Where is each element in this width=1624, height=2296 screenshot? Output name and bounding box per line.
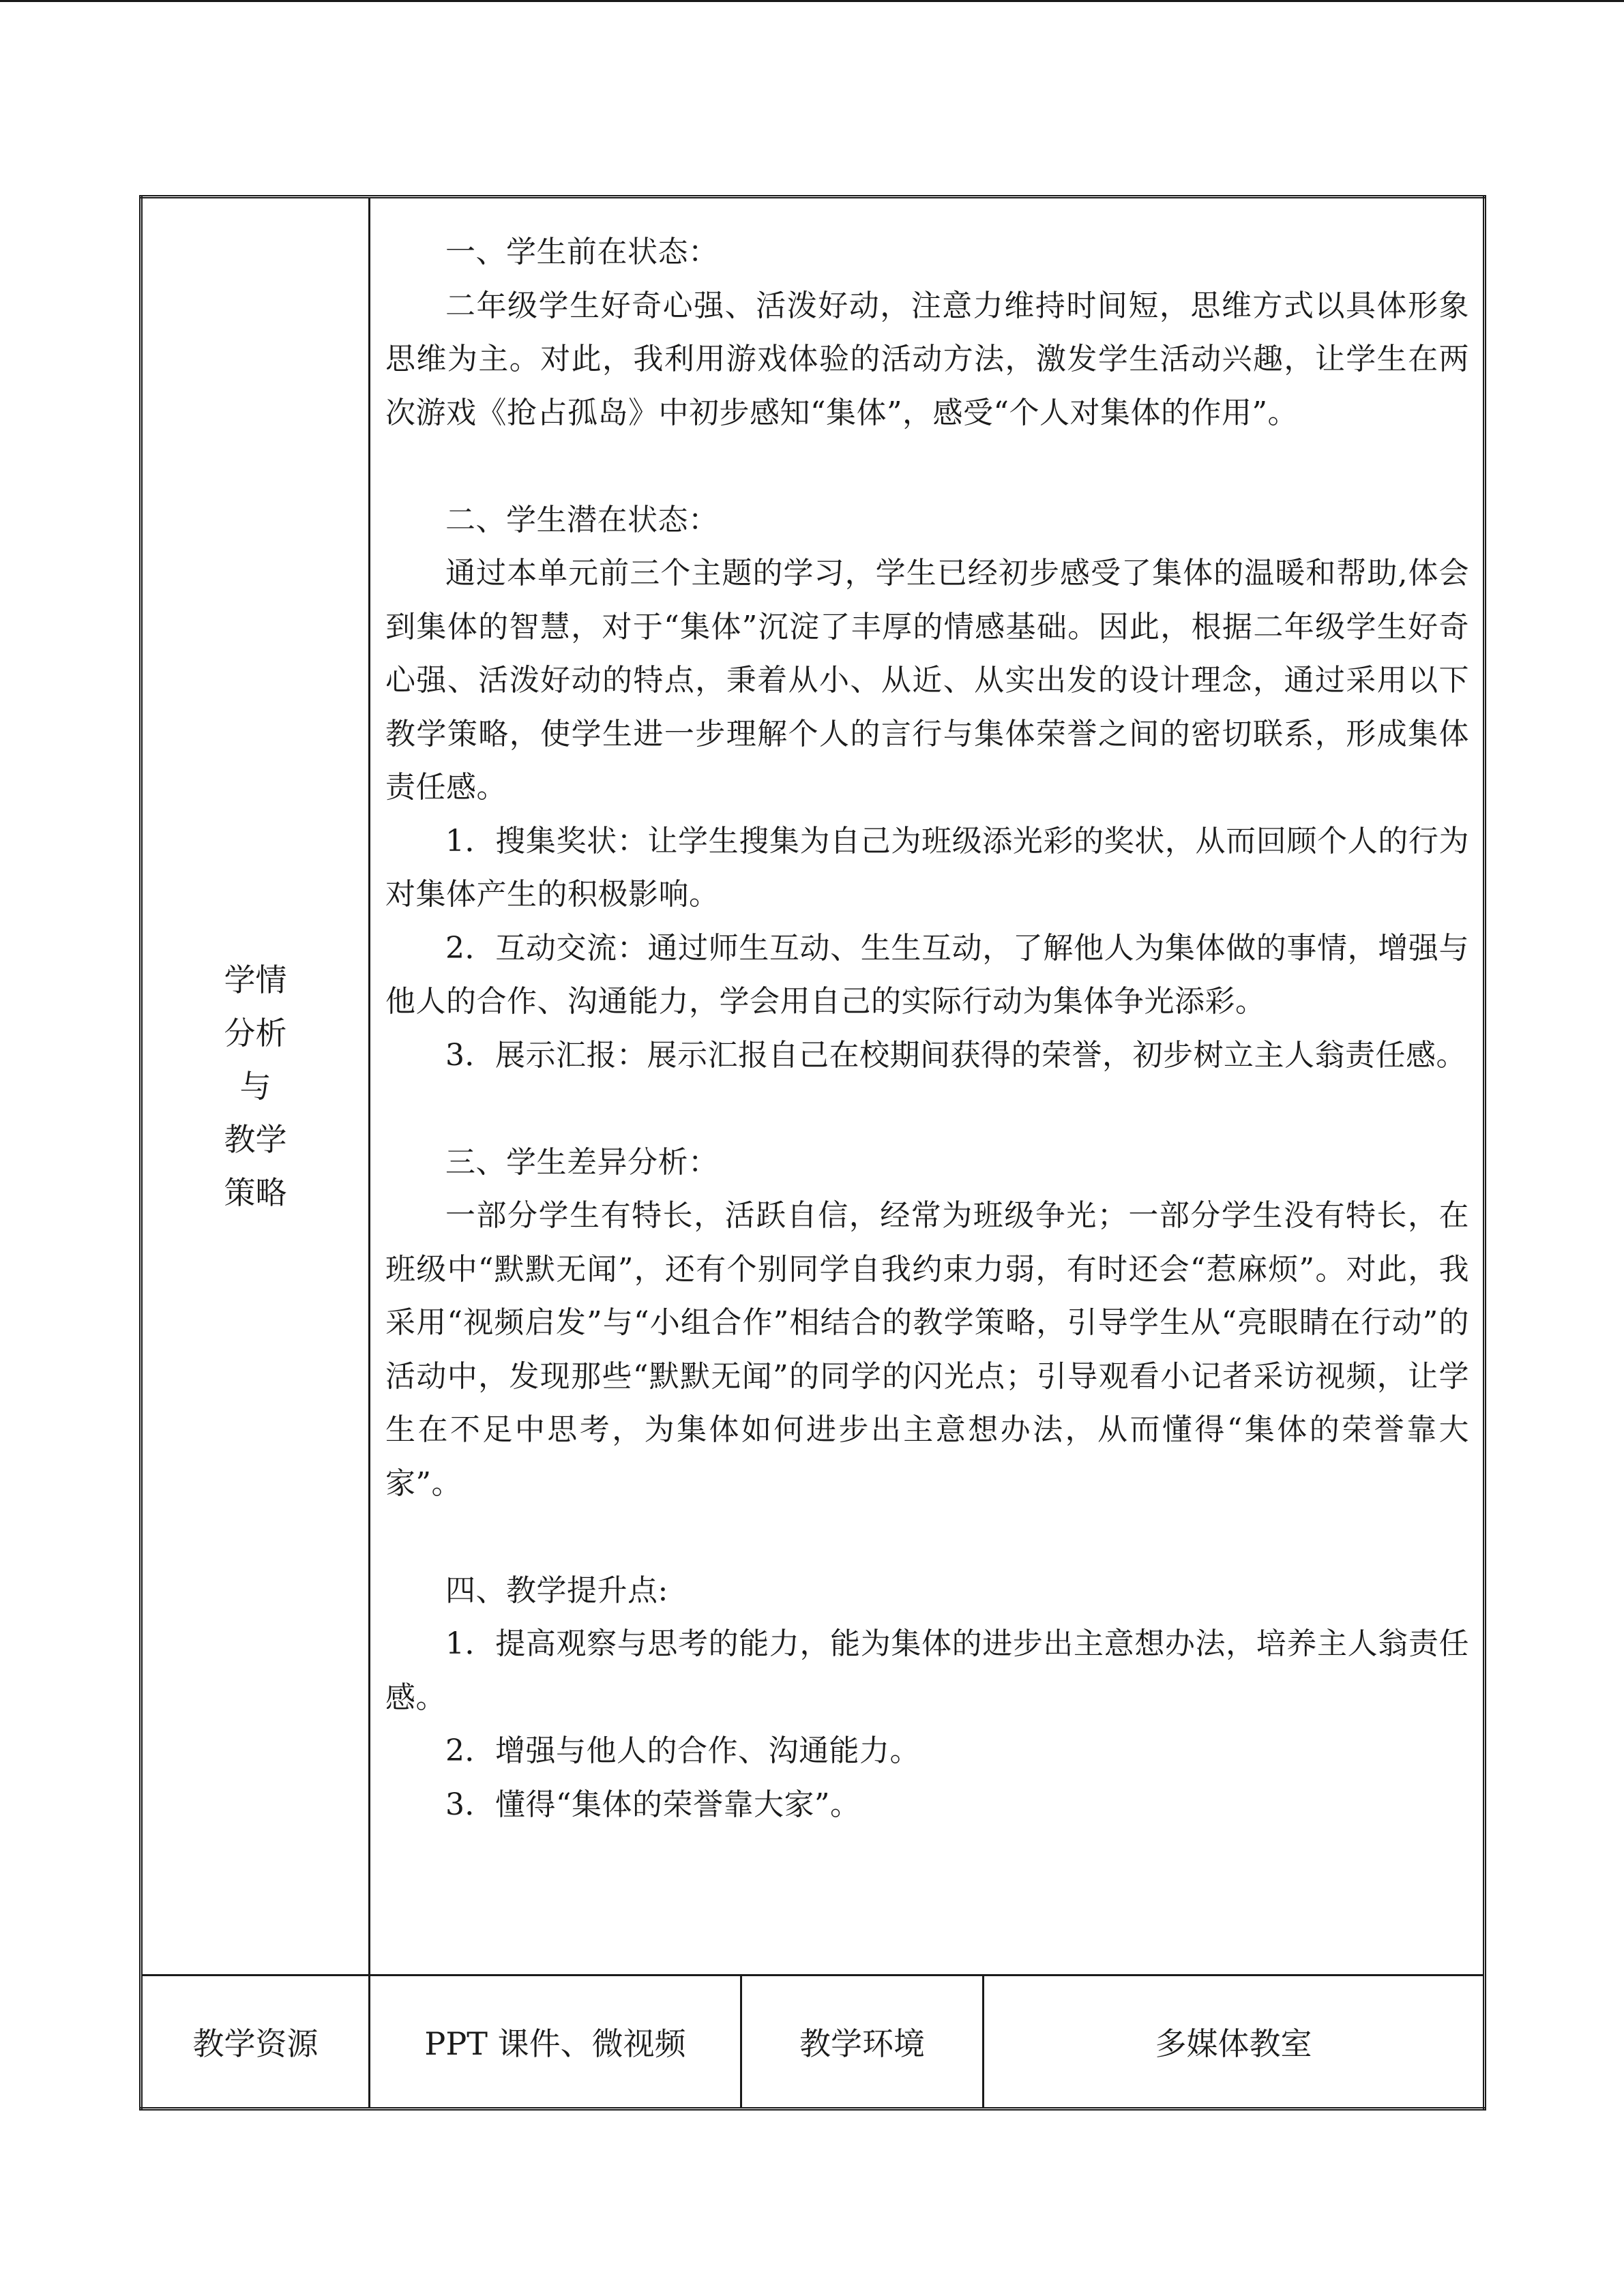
section-student-current-state [385, 226, 1469, 440]
analysis-row [141, 197, 1485, 1976]
label-line: 学情 [224, 961, 287, 998]
section-spacer [385, 1510, 1469, 1564]
section-paragraph: 3．展示汇报：展示汇报自己在校期间获得的荣誉，初步树立主人翁责任感。 [445, 1037, 1466, 1073]
section-paragraph: 二年级学生好奇心强、活泼好动，注意力维持时间短，思维方式以具体形象思维为主。对此，我利用游戏体验的活动方法，激发学生活动兴趣，让学生在两次游戏《抢占孤岛》中初步感知“集体”，感受“个人对集体的作用”。 [385, 288, 1470, 430]
section-paragraph: 2．互动交流：通过师生互动、生生互动，了解他人为集体做的事情，增强与他人的合作、沟通能力，学会用自己的实际行动为集体争光添彩。 [385, 930, 1470, 1019]
section-student-potential-state [385, 494, 1469, 1083]
section-spacer [385, 1082, 1469, 1136]
section-student-difference-analysis [385, 1136, 1469, 1511]
section-heading: 一、学生前在状态： [445, 235, 719, 269]
section-heading: 四、教学提升点: [445, 1572, 668, 1608]
section-heading: 二、学生潜在状态： [445, 502, 719, 537]
analysis-content-cell [370, 197, 1485, 1976]
resources-label-cell: 教学资源 [141, 1976, 370, 2109]
analysis-label-cell [141, 197, 370, 1976]
section-paragraph: 3．懂得“集体的荣誉靠大家”。 [445, 1787, 861, 1822]
page-top-rule [0, 0, 1624, 2]
section-teaching-improvement [385, 1564, 1469, 1832]
section-paragraph: 2．增强与他人的合作、沟通能力。 [445, 1733, 920, 1768]
environment-label-cell: 教学环境 [741, 1976, 984, 2109]
label-line: 策略 [224, 1174, 287, 1211]
label-line: 与 [239, 1068, 271, 1105]
section-paragraph: 1．搜集奖状：让学生搜集为自己为班级添光彩的奖状，从而回顾个人的行为对集体产生的积极影响。 [385, 823, 1470, 912]
resources-value-cell: PPT 课件、微视频 [370, 1976, 741, 2109]
section-heading: 三、学生差异分析： [445, 1144, 719, 1180]
label-line: 分析 [224, 1015, 287, 1052]
lesson-plan-table [139, 195, 1486, 2111]
label-line: 教学 [224, 1121, 287, 1158]
section-paragraph: 通过本单元前三个主题的学习，学生已经初步感受了集体的温暖和帮助,体会到集体的智慧，对于“集体”沉淀了丰厚的情感基础。因此，根据二年级学生好奇心强、活泼好动的特点，秉着从小、从近、从实出发的设计理念，通过采用以下教学策略，使学生进一步理解个人的言行与集体荣誉之间的密切联系，形成集体责任感。 [385, 556, 1470, 805]
section-spacer [385, 440, 1469, 494]
section-paragraph: 1．提高观察与思考的能力，能为集体的进步出主意想办法，培养主人翁责任感。 [385, 1626, 1470, 1715]
environment-value-cell: 多媒体教室 [984, 1976, 1485, 2109]
section-paragraph: 一部分学生有特长，活跃自信，经常为班级争光；一部分学生没有特长，在班级中“默默无闻”，还有个别同学自我约束力弱，有时还会“惹麻烦”。对此，我采用“视频启发”与“小组合作”相结合的教学策略，引导学生从“亮眼睛在行动”的活动中，发现那些“默默无闻”的同学的闪光点；引导观看小记者采访视频，让学生在不足中思考，为集体如何进步出主意想办法，从而懂得“集体的荣誉靠大家”。 [385, 1198, 1470, 1501]
resources-row [141, 1976, 1485, 2109]
